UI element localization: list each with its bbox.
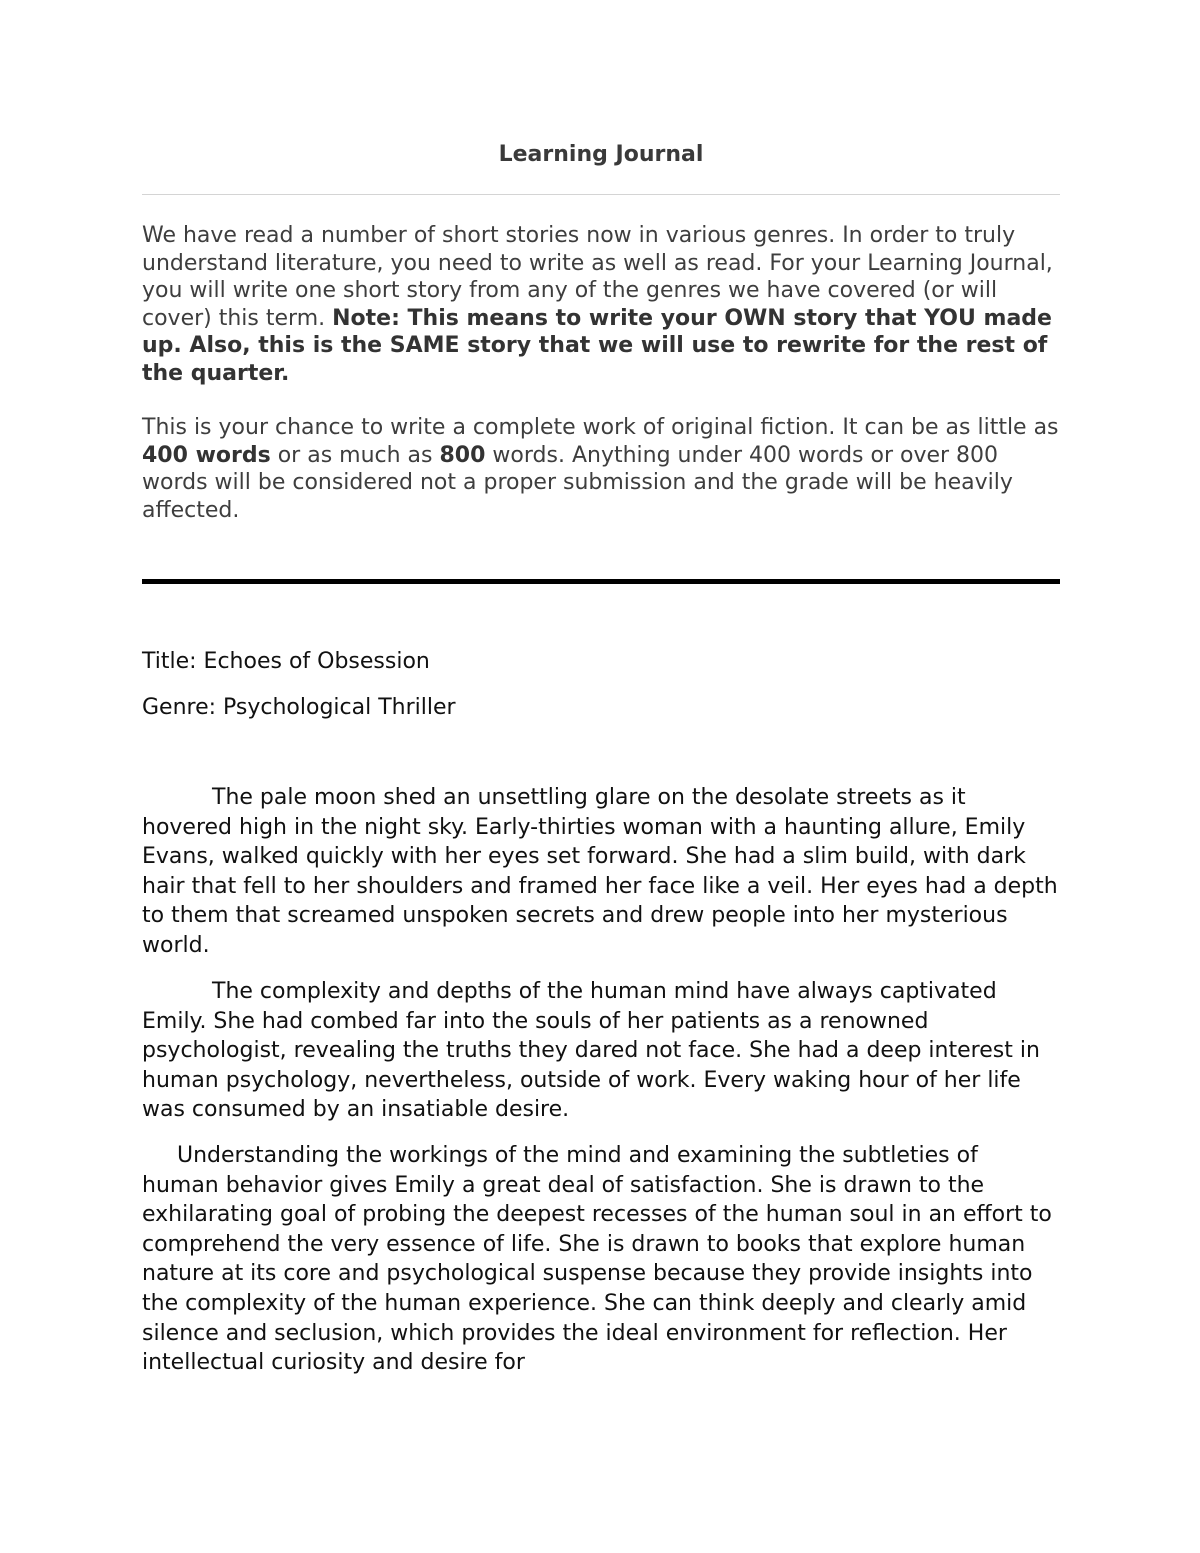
instructions-text: We have read a number of short stories now in various genres. In order to truly understand literature, you need to write as well as read. For your Learning Journal, you will write one short story from any of the genres we have covered (or will cover) this term. (142, 223, 1053, 331)
instructions-paragraph-2 (142, 414, 1060, 524)
length-text-b: or as much as (270, 442, 440, 468)
length-text-a: This is your chance to write a complete work of original fiction. It can be as little as (142, 415, 1059, 440)
story-paragraph: The complexity and depths of the human mind have always captivated Emily. She had combed far into the souls of her patients as a renowned psychologist, revealing the truths they dared not face. She had a deep interest in human psychology, nevertheless, outside of work. Every waking hour of her life was consumed by an insatiable desire. (142, 979, 1040, 1123)
section-divider (142, 579, 1060, 584)
instructions-paragraph-1 (142, 222, 1060, 387)
story-paragraph: Understanding the workings of the mind and examining the subtleties of human behavior gives Emily a great deal of satisfaction. She is drawn to the exhilarating goal of probing the deepest recesses of the human soul in an effort to comprehend the very essence of life. She is drawn to books that explore human nature at its core and psychological suspense because they provide insights into the complexity of the human experience. She can think deeply and clearly amid silence and seclusion, which provides the ideal environment for reflection. Her intellectual curiosity and desire for (142, 1143, 1052, 1376)
length-text-c: words. Anything under 400 words or over 800 words will be considered not a proper submission and the grade will be heavily affected. (142, 442, 1013, 523)
story-title: Title: Echoes of Obsession (142, 649, 430, 674)
story-genre: Genre: Psychological Thriller (142, 695, 456, 720)
min-words: 400 words (142, 442, 271, 468)
max-words: 800 (439, 442, 486, 468)
title-divider (142, 194, 1060, 195)
document-title: Learning Journal (498, 142, 704, 167)
instructions-note: Note: This means to write your OWN story that YOU made up. Also, this is the SAME story that we will use to rewrite for the rest of the quarter. (142, 305, 1052, 386)
story-paragraph: The pale moon shed an unsettling glare on the desolate streets as it hovered high in the night sky. Early-thirties woman with a haunting allure, Emily Evans, walked quickly with her eyes set forward. She had a slim build, with dark hair that fell to her shoulders and framed her face like a veil. Her eyes had a depth to them that screamed unspoken secrets and drew people into her mysterious world. (142, 785, 1058, 958)
